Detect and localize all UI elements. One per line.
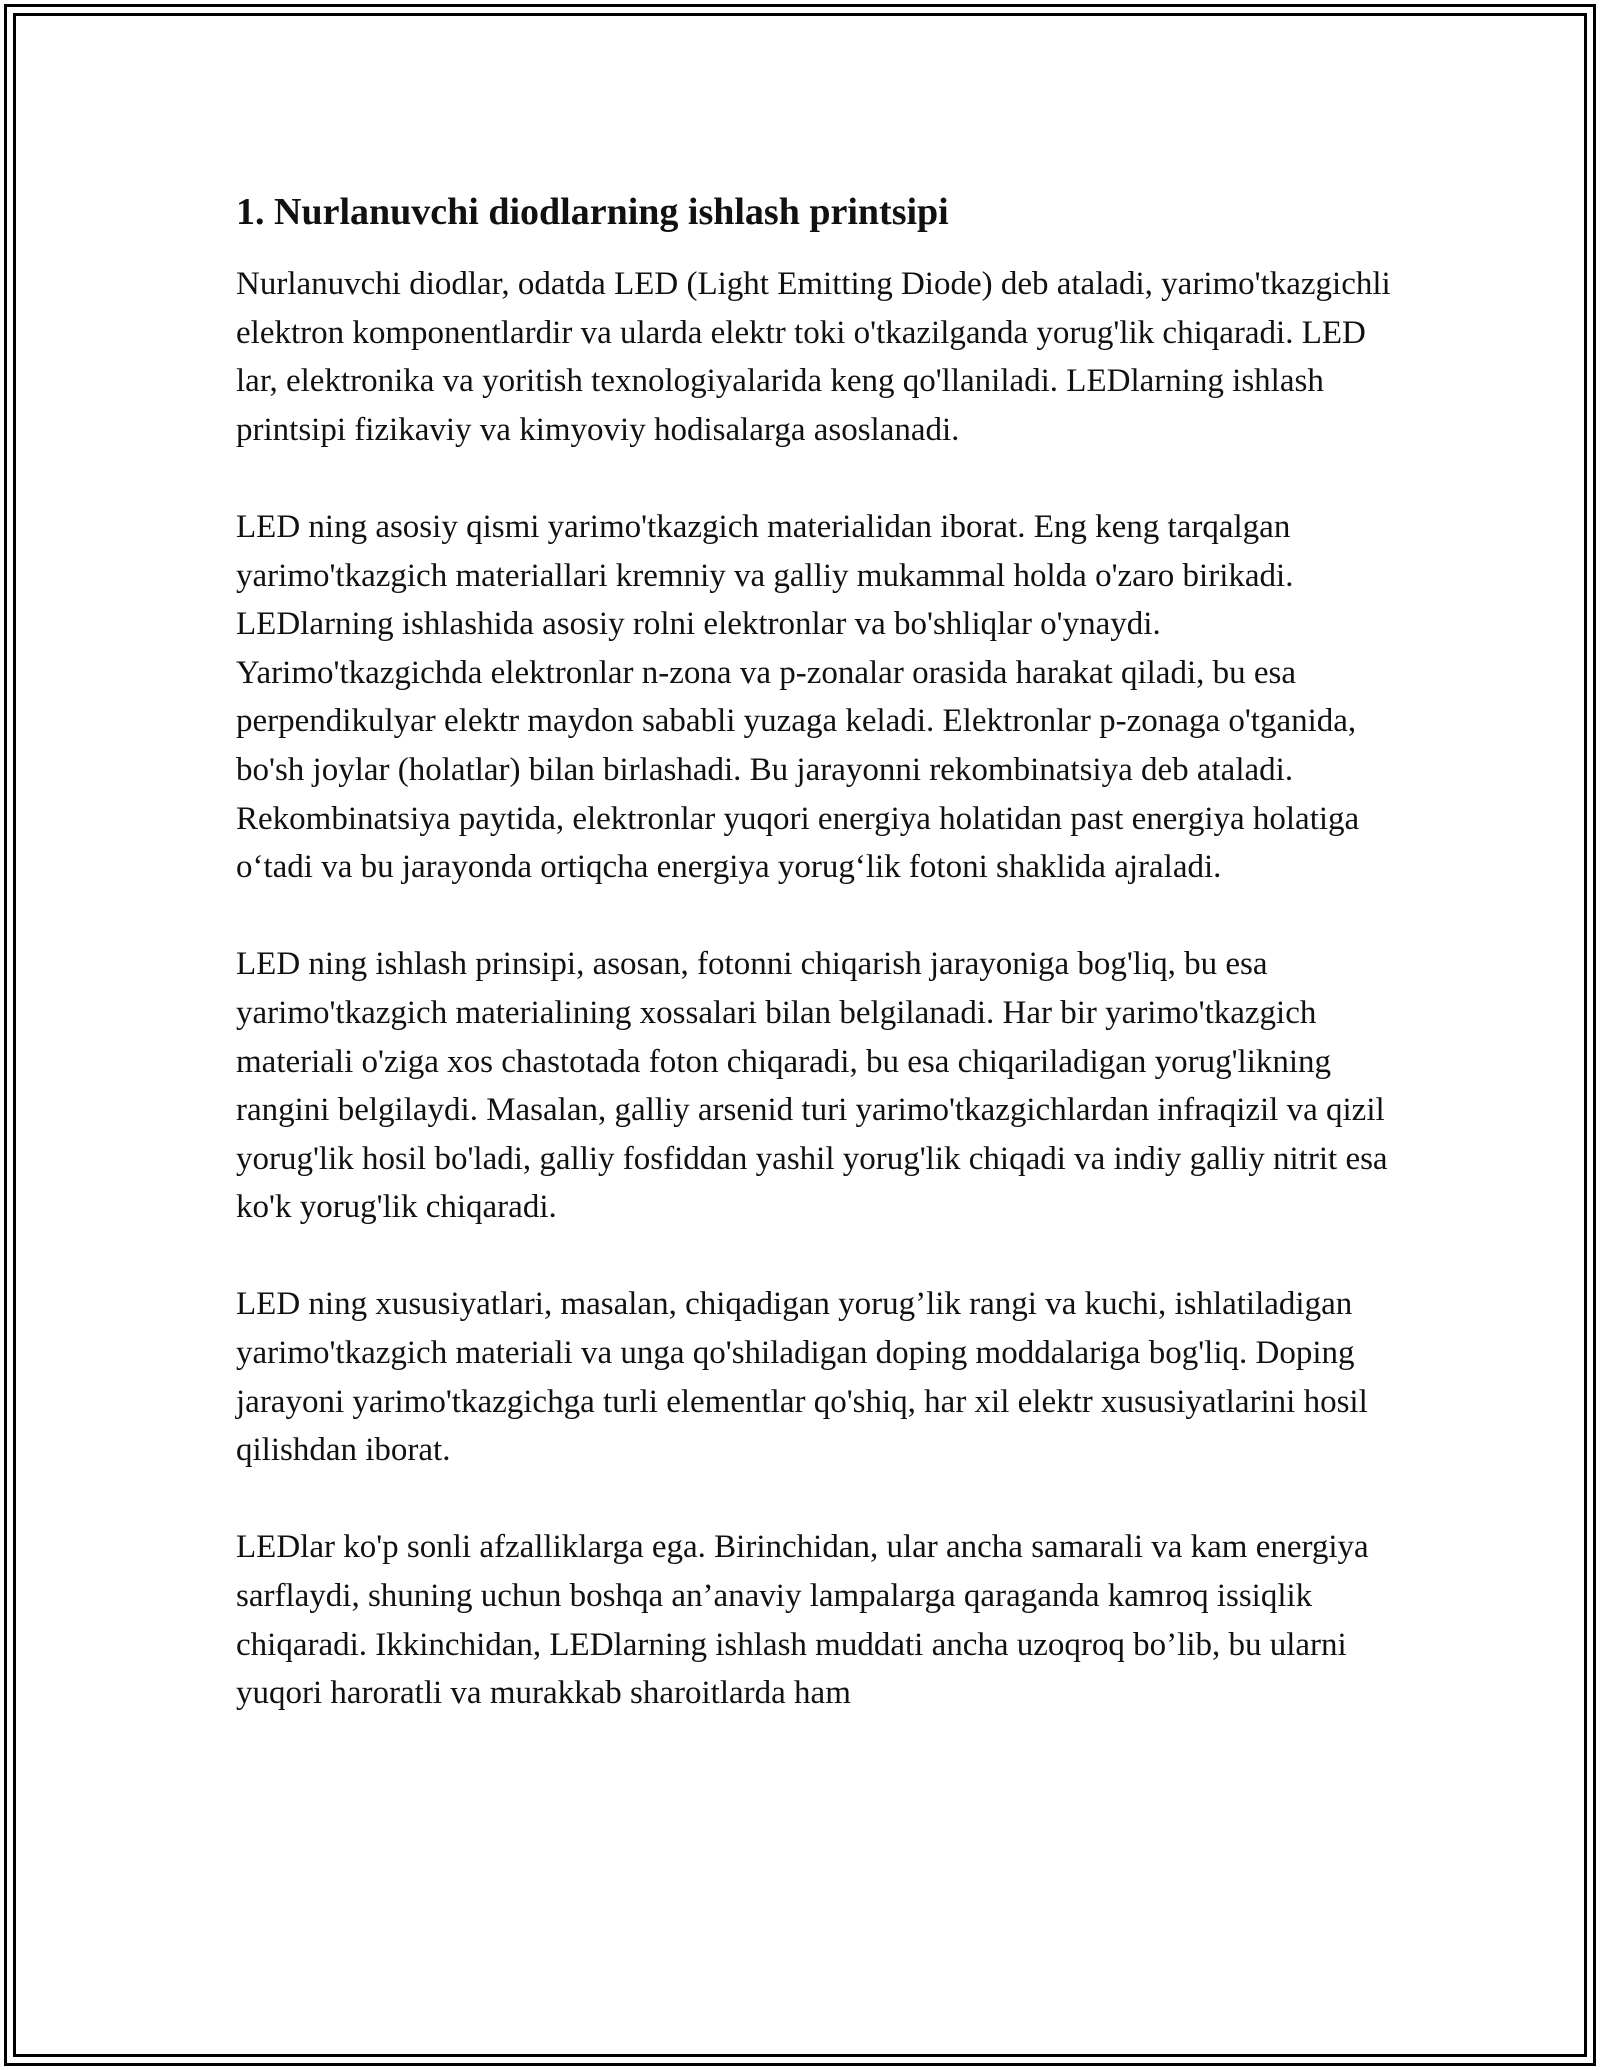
document-body (236, 186, 1396, 1718)
paragraph-3: LED ning ishlash prinsipi, asosan, fotonni chiqarish jarayoniga bog'liq, bu esa yarimo'tkazgich materialining xossalari bilan belgilanadi. Har bir yarimo'tkazgich materiali o'ziga xos chastotada foton chiqaradi, bu esa chiqariladigan yorug'likning rangini belgilaydi. Masalan, galliy arsenid turi yarimo'tkazgichlardan infraqizil va qizil yorug'lik hosil bo'ladi, galliy fosfiddan yashil yorug'lik chiqadi va indiy galliy nitrit esa ko'k yorug'lik chiqaradi. (236, 946, 1388, 1226)
paragraph-5: LEDlar ko'p sonli afzalliklarga ega. Birinchidan, ular ancha samarali va kam energiya sarflaydi, shuning uchun boshqa an’anaviy lampalarga qaraganda kamroq issiqlik chiqaradi. Ikkinchidan, LEDlarning ishlash muddati ancha uzoqroq bo’lib, bu ularni yuqori haroratli va murakkab sharoitlarda ham (236, 1529, 1369, 1712)
paragraph-4: LED ning xususiyatlari, masalan, chiqadigan yorug’lik rangi va kuchi, ishlatiladigan yarimo'tkazgich materiali va unga qo'shiladigan doping moddalariga bog'liq. Doping jarayoni yarimo'tkazgichga turli elementlar qo'shiq, har xil elektr xususiyatlarini hosil qilishdan iborat. (236, 1286, 1368, 1469)
paragraph-1: Nurlanuvchi diodlar, odatda LED (Light Emitting Diode) deb ataladi, yarimo'tkazgichli elektron komponentlardir va ularda elektr toki o'tkazilganda yorug'lik chiqaradi. LED lar, elektronika va yoritish texnologiyalarida keng qo'llaniladi. LEDlarning ishlash printsipi fizikaviy va kimyoviy hodisalarga asoslanadi. (236, 266, 1391, 448)
paragraph-2: LED ning asosiy qismi yarimo'tkazgich materialidan iborat. Eng keng tarqalgan yarimo'tkazgich materiallari kremniy va galliy mukammal holda o'zaro birikadi. LEDlarning ishlashida asosiy rolni elektronlar va bo'shliqlar o'ynaydi. Yarimo'tkazgichda elektronlar n-zona va p-zonalar orasida harakat qiladi, bu esa perpendikulyar elektr maydon sababli yuzaga keladi. Elektronlar p-zonaga o'tganida, bo'sh joylar (holatlar) bilan birlashadi. Bu jarayonni rekombinatsiya deb ataladi. Rekombinatsiya paytida, elektronlar yuqori energiya holatidan past energiya holatiga o‘tadi va bu jarayonda ortiqcha energiya yorug‘lik fotoni shaklida ajraladi. (236, 508, 1360, 886)
section-heading: 1. Nurlanuvchi diodlarning ishlash printsipi (236, 191, 949, 233)
